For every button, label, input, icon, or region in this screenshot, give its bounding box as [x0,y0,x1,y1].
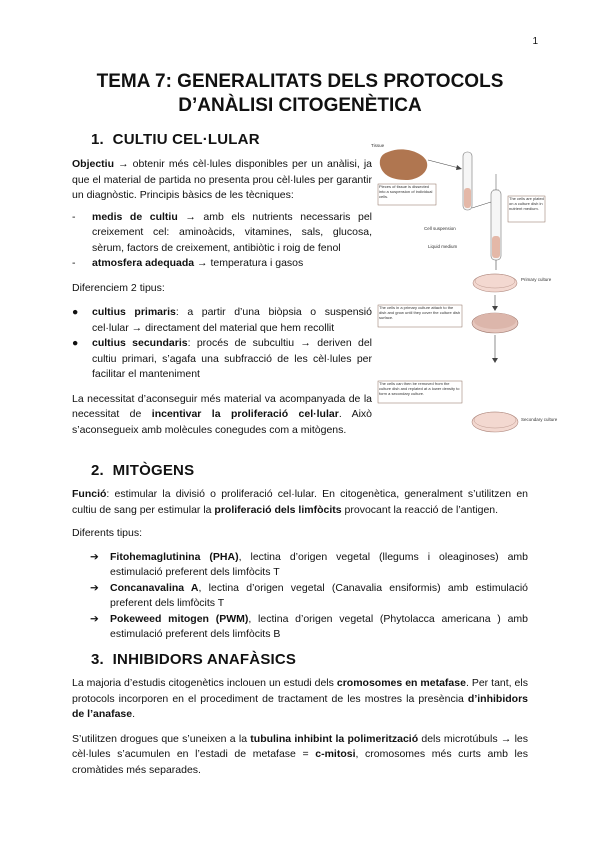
tubulina-paragraph: S’utilitzen drogues que s’uneixen a la tubulina inhibint la polimerització dels microtúbuls → les cèl·lules s’acumulen en l’estadi de metafase = c-mitosi, cromosomes més curts amb les cromàtides més separades. [72,732,528,776]
arrow [472,202,491,208]
arrow [428,160,459,168]
objectiu-paragraph: Objectiu → obtenir més cèl·lules disponibles per un anàlisi, ja que el material de partida no presenta prou cèl·lules per garantir un diagnòstic. Principis bàsics de les tècniques: [72,158,372,201]
mitogen-item: ➔ Pokeweed mitogen (PWM), lectina d’origen vegetal (Phytolacca americana ) amb estimulació preferent dels limfòcits B [90,612,528,640]
section-1-heading: 1. CULTIU CEL·LULAR [91,131,260,148]
cell-culture-figure: Tissue Pieces of tissue is dissected into a suspension of individual cells. The cells are plated on a culture dish in nutrient medium. Cell suspension Liquid medium Primary culture The cells in a primary culture attach to the dish and grow until they cover the culture dish surface. The cells can then be removed from the culture dish and replated at a lower density to form a secondary culture. Secondary culture [368,140,546,442]
cell-suspension-label: Cell suspension [424,226,456,231]
funcio-paragraph: Funció: estimular la divisió o proliferació cel·lular. En citogenètica, generalment s’utilitzen en cultiu de sang per estimular la proliferació dels limfòcits provocant la reacció de l’antigen. [72,488,528,516]
page-number: 1 [532,36,538,47]
bullet-item: ● cultius primaris: a partir d’una biòpsia o suspensió cel·lular → directament del material que hem recollit [72,306,372,334]
diferents-text: Diferents tipus: [72,527,143,539]
section-2-body [72,487,528,643]
section-3-heading: 3. INHIBIDORS ANAFÀSICS [91,651,297,668]
mitogen-item: ➔ Fitohemaglutinina (PHA), lectina d’origen vegetal (llegums i oleaginoses) amb estimulació preferent dels limfòcits T [90,550,528,578]
section-1-body [72,157,372,438]
title-line-1: TEMA 7: GENERALITATS DELS PROTOCOLS [96,71,504,92]
dash-item: - atmosfera adequada → temperatura i gasos [72,257,304,269]
bullet-item: ● cultius secundaris: procés de subcultiu → deriven del cultiu primari, s’agafa una subfracció de les cèl·lules per facilitar el manteniment [72,337,372,380]
mitogen-item: ➔ Concanavalina A, lectina d’origen vegetal (Canavalia ensiformis) amb estimulació preferent dels limfòcits T [90,581,528,609]
secondary-culture-label: Secondary culture [521,417,558,422]
liquid-medium-label: Liquid medium [428,244,458,249]
arrow-head [492,306,498,311]
section-2-heading: 2. MITÒGENS [91,462,195,479]
arrow-head [492,358,498,363]
dash-item: - medis de cultiu → amb els nutrients necessaris pel creixement cel: aminoàcids, vitamines, sals, glucosa, sèrum, factors de creixement, antibiòtic i roig de fenol [72,210,372,254]
tube-liquid [464,188,471,208]
cell-layer [474,313,516,329]
pipette [493,174,499,190]
diferenciem-text: Diferenciem 2 tipus: [72,281,165,294]
section-3-body [72,676,528,778]
title-line-2: D’ANÀLISI CITOGENÈTICA [178,95,422,116]
tissue-piece [380,149,427,180]
tissue-label: Tissue [371,143,385,148]
primary-culture-label: Primary culture [521,277,552,282]
page-title [0,70,600,118]
arrow-head [456,165,462,170]
metafase-paragraph: La majoria d’estudis citogenètics inclouen un estudi dels cromosomes en metafase. Per tant, els protocols incorporen en el procediment de tractament de les mostres la presència d’inhibidors de l’anafase. [72,677,528,720]
pipette-liquid [492,236,500,258]
mitogens-intro-paragraph: La necessitat d’aconseguir més material va acompanyada de la necessitat de incentivar la proliferació cel·lular. Això s’aconsegueix amb molècules conegudes com a mitògens. [72,392,373,436]
